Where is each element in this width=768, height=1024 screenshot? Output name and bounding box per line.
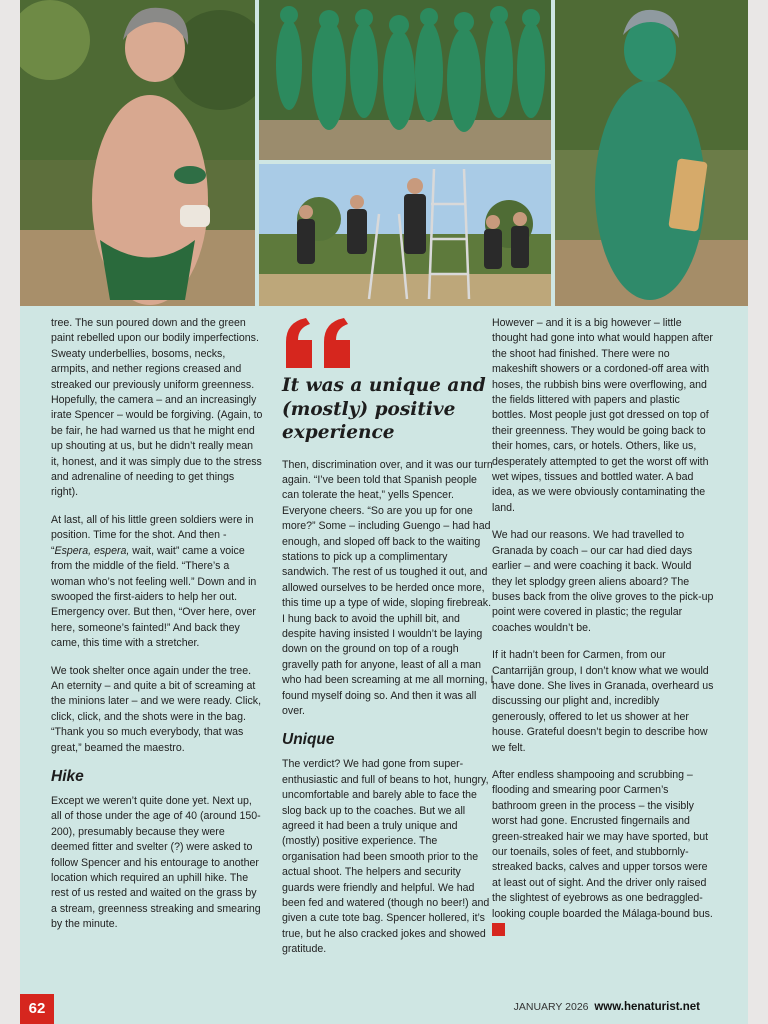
end-mark-icon bbox=[492, 923, 505, 936]
paragraph: However – and it is a big however – little thought had gone into what would happen after the shoot had finished. There were no makeshift showers or a cordoned-off area with hoses, the rubbish bins were overflowing, and the fields littered with papers and plastic bottles. Most people just got dressed on top of their greenness. They would be going back to their homes, cars, or hotels. Others, like us, desperately attempted to get the worst off with wet wipes, tissues and bottled water. A bad idea, as we were obviously contaminating the land. bbox=[492, 317, 713, 514]
paragraph: We took shelter once again under the tree. An eternity – and quite a bit of screaming at the minions later – and we were ready. Click, click, click, and the shots were in the bag. “Thank you so much everybody, that was great,” beamed the maestro. bbox=[51, 664, 262, 754]
paragraph: tree. The sun poured down and the green paint rebelled upon our bodily imperfections. Sweaty underbellies, bosoms, necks, armpits, and nether regions creased and streaked our previously uniform greenness. Hopefully, the camera – and an increasingly irate Spencer – would be forgiving. (Again, to be fair, he had warned us that he might end up shouting at us, but he didn’t really mean it, honest, and it was simply due to the stress and adrenaline of needing to get things right). bbox=[51, 317, 263, 499]
text-span: At last, all of his little green soldiers were in position. Time for the shot. And then - “ bbox=[51, 513, 254, 557]
pull-quote: It was a unique and (mostly) positive experience bbox=[282, 375, 486, 443]
photo-green-crowd bbox=[259, 0, 551, 160]
subheading-unique: Unique bbox=[282, 731, 335, 749]
photo-film-crew bbox=[259, 164, 551, 306]
text-column-1 bbox=[51, 316, 263, 945]
text-span: wait, wait” came a voice from the middle of the field. “There’s a woman who’s not feeling well.” Down and in swooped the first-aiders to help her out. Emergency over. But then, “Over here, over here, someone’s fainted!” And back they came, this time with a stretcher. bbox=[51, 544, 257, 650]
website: www.henaturist.net bbox=[594, 1001, 700, 1013]
text-span: After endless shampooing and scrubbing – flooding and smearing poor Carmen’s bathroom green in the process – the visibly worst had gone. Encrusted fingernails and green-streaked hair we may have sported, but our toenails, soles of feet, and stubbornly-streaked backs, calves and upper torsos were at least out of sight. And the driver only raised the slightest of eyebrows as one bedraggled-looking couple boarded the Málaga-bound bus. bbox=[492, 768, 713, 920]
page-number: 62 bbox=[20, 994, 54, 1024]
paragraph: Then, discrimination over, and it was our turn again. “I’ve been told that Spanish people can tolerate the heat,” yells Spencer. Everyone cheers. “So are you up for one more?” Some – including Guengo – had had enough, and sloped off back to the waiting stations to pick up a complimentary sandwich. The rest of us toughed it out, and allowed ourselves to be herded once more, this time up a type of wide, sloping firebreak. I hung back to avoid the uphill bit, and despite having insisted I wouldn’t be laying down on the ground on top of a rough gravelly path for anyone, least of all a man who had been screaming at me all morning, I found myself doing so. And then it was all over. bbox=[282, 458, 494, 717]
quote-mark-icon bbox=[282, 316, 356, 372]
photo-woman-green-paint bbox=[20, 0, 255, 306]
italic-span: Espera, espera, bbox=[54, 544, 130, 557]
photo-strip bbox=[20, 0, 748, 306]
paragraph bbox=[51, 513, 263, 652]
subheading-hike: Hike bbox=[51, 767, 84, 785]
text-column-2 bbox=[282, 316, 496, 970]
paragraph: Except we weren’t quite done yet. Next up, all of those under the age of 40 (around 150-200), presumably because they were deemed fitter and svelter (?) were asked to follow Spencer and his entourage to another location which required an uphill hike. The rest of us rested and waited on the grass by a stream, greenness streaking and smearing by the minute. bbox=[51, 794, 261, 931]
magazine-page bbox=[20, 0, 748, 1024]
paragraph: The verdict? We had gone from super-enthusiastic and full of beans to hot, hungry, uncomfortable and barely able to face the slog back up to the coaches. But we all agreed it had been a truly unique and (mostly) positive experience. The organisation had been smooth prior to the actual shoot. The helpers and security guards were friendly and helpful. We had been fed and watered (though no beer!) and given a cute tote bag. Spencer hollered, it’s true, but he also cracked jokes and showed gratitude. bbox=[282, 758, 490, 956]
footer-issue bbox=[514, 1001, 700, 1013]
text-column-3 bbox=[492, 316, 714, 949]
paragraph bbox=[492, 768, 714, 937]
issue-date: JANUARY 2026 bbox=[513, 1001, 589, 1013]
paragraph: We had our reasons. We had travelled to Granada by coach – our car had died days earlier – and were coaching it back. Would they let splodgy green aliens aboard? The buses back from the olive groves to the pick-up point were covered in plastic; the regular coaches wouldn’t be. bbox=[492, 529, 714, 634]
paragraph: If it hadn’t been for Carmen, from our Cantarrijān group, I don’t know what we would have done. She lives in Granada, overheard us discussing our plight and, incredibly generously, offered to let us shower at her house. Grateful doesn’t begin to describe how we felt. bbox=[492, 649, 714, 754]
photo-green-man bbox=[555, 0, 748, 306]
